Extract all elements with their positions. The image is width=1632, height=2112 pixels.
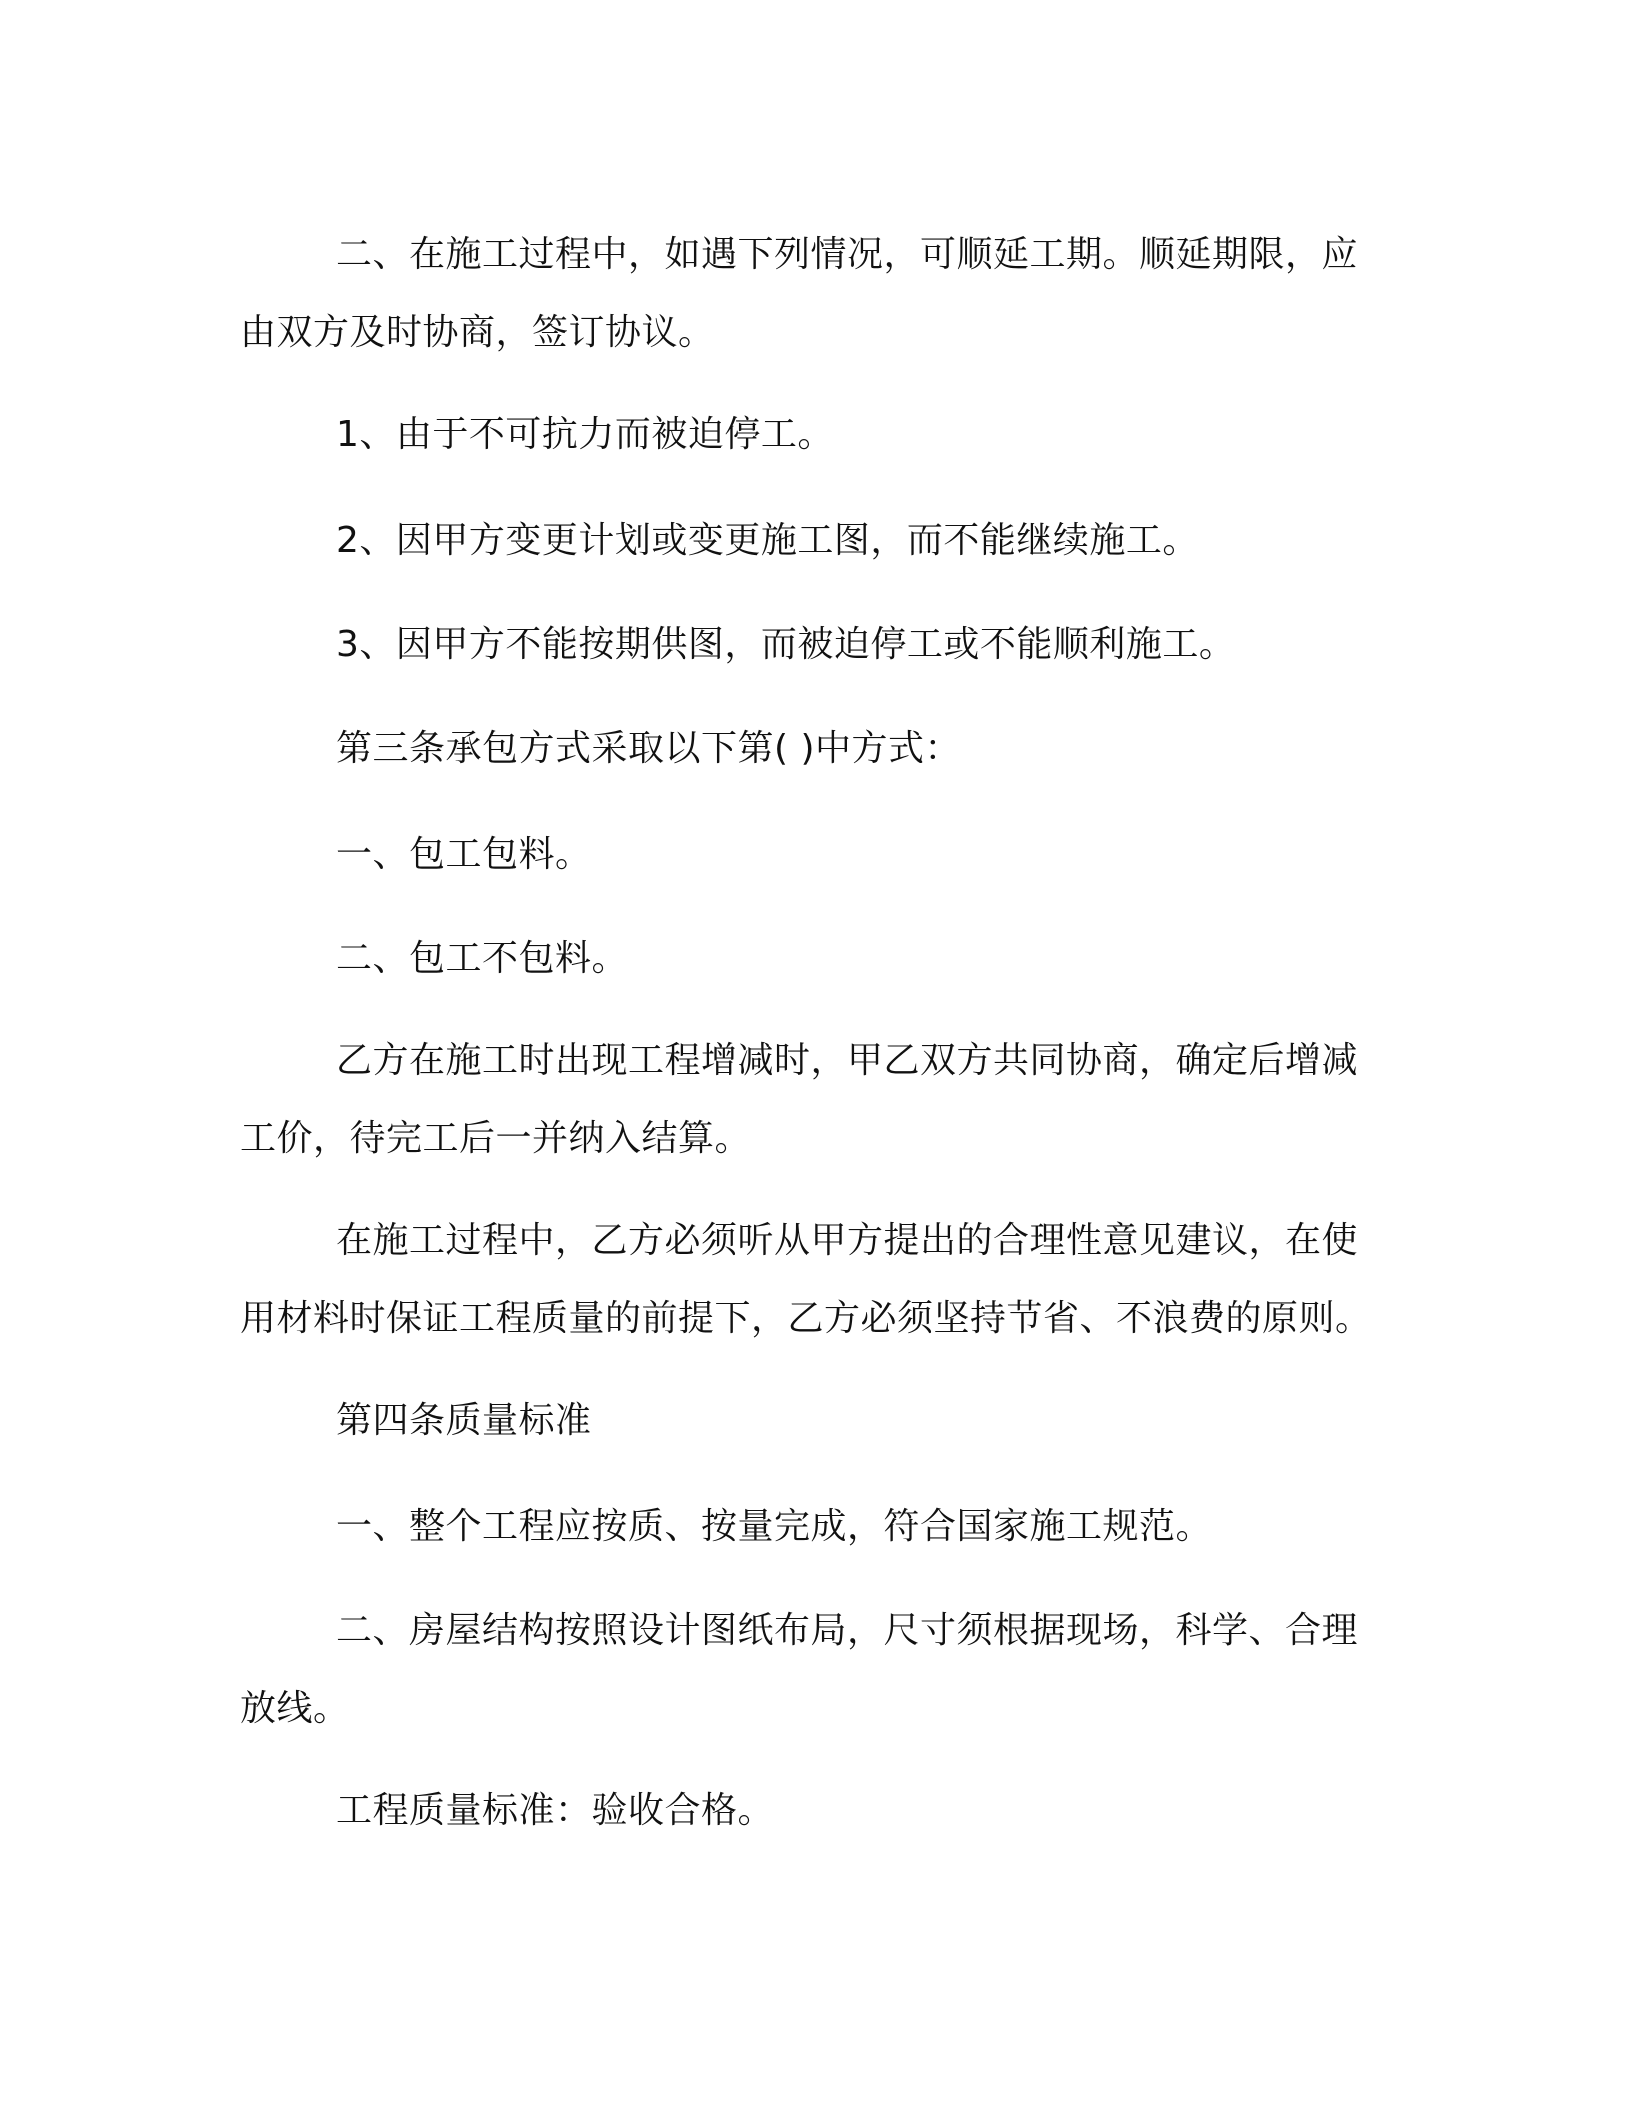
article-3-heading: 第三条承包方式采取以下第( )中方式：: [336, 728, 962, 769]
paragraph-extension-conditions: 二、在施工过程中，如遇下列情况，可顺延工期。顺延期限，应由双方及时协商，签订协议。: [240, 234, 1359, 353]
paragraph-item-3: 3、因甲方不能按期供图，而被迫停工或不能顺利施工。: [336, 624, 1236, 665]
paragraph-work-changes: 乙方在施工时出现工程增减时，甲乙双方共同协商，确定后增减工价，待完工后一并纳入结算。: [240, 1040, 1359, 1159]
paragraph-quality-1: 一、整个工程应按质、按量完成，符合国家施工规范。: [336, 1506, 1213, 1547]
paragraph-item-1: 1、由于不可抗力而被迫停工。: [336, 414, 834, 455]
paragraph-option-1: 一、包工包料。: [336, 834, 592, 875]
paragraph-material-use: 在施工过程中，乙方必须听从甲方提出的合理性意见建议，在使用材料时保证工程质量的前提下，乙方必须坚持节省、不浪费的原则。: [240, 1220, 1372, 1339]
paragraph-item-2: 2、因甲方变更计划或变更施工图，而不能继续施工。: [336, 520, 1199, 561]
paragraph-quality-standard: 工程质量标准：验收合格。: [336, 1790, 775, 1831]
paragraph-option-2: 二、包工不包料。: [336, 938, 629, 979]
paragraph-quality-2: 二、房屋结构按照设计图纸布局，尺寸须根据现场，科学、合理放线。: [240, 1610, 1359, 1729]
article-4-heading: 第四条质量标准: [336, 1400, 592, 1441]
